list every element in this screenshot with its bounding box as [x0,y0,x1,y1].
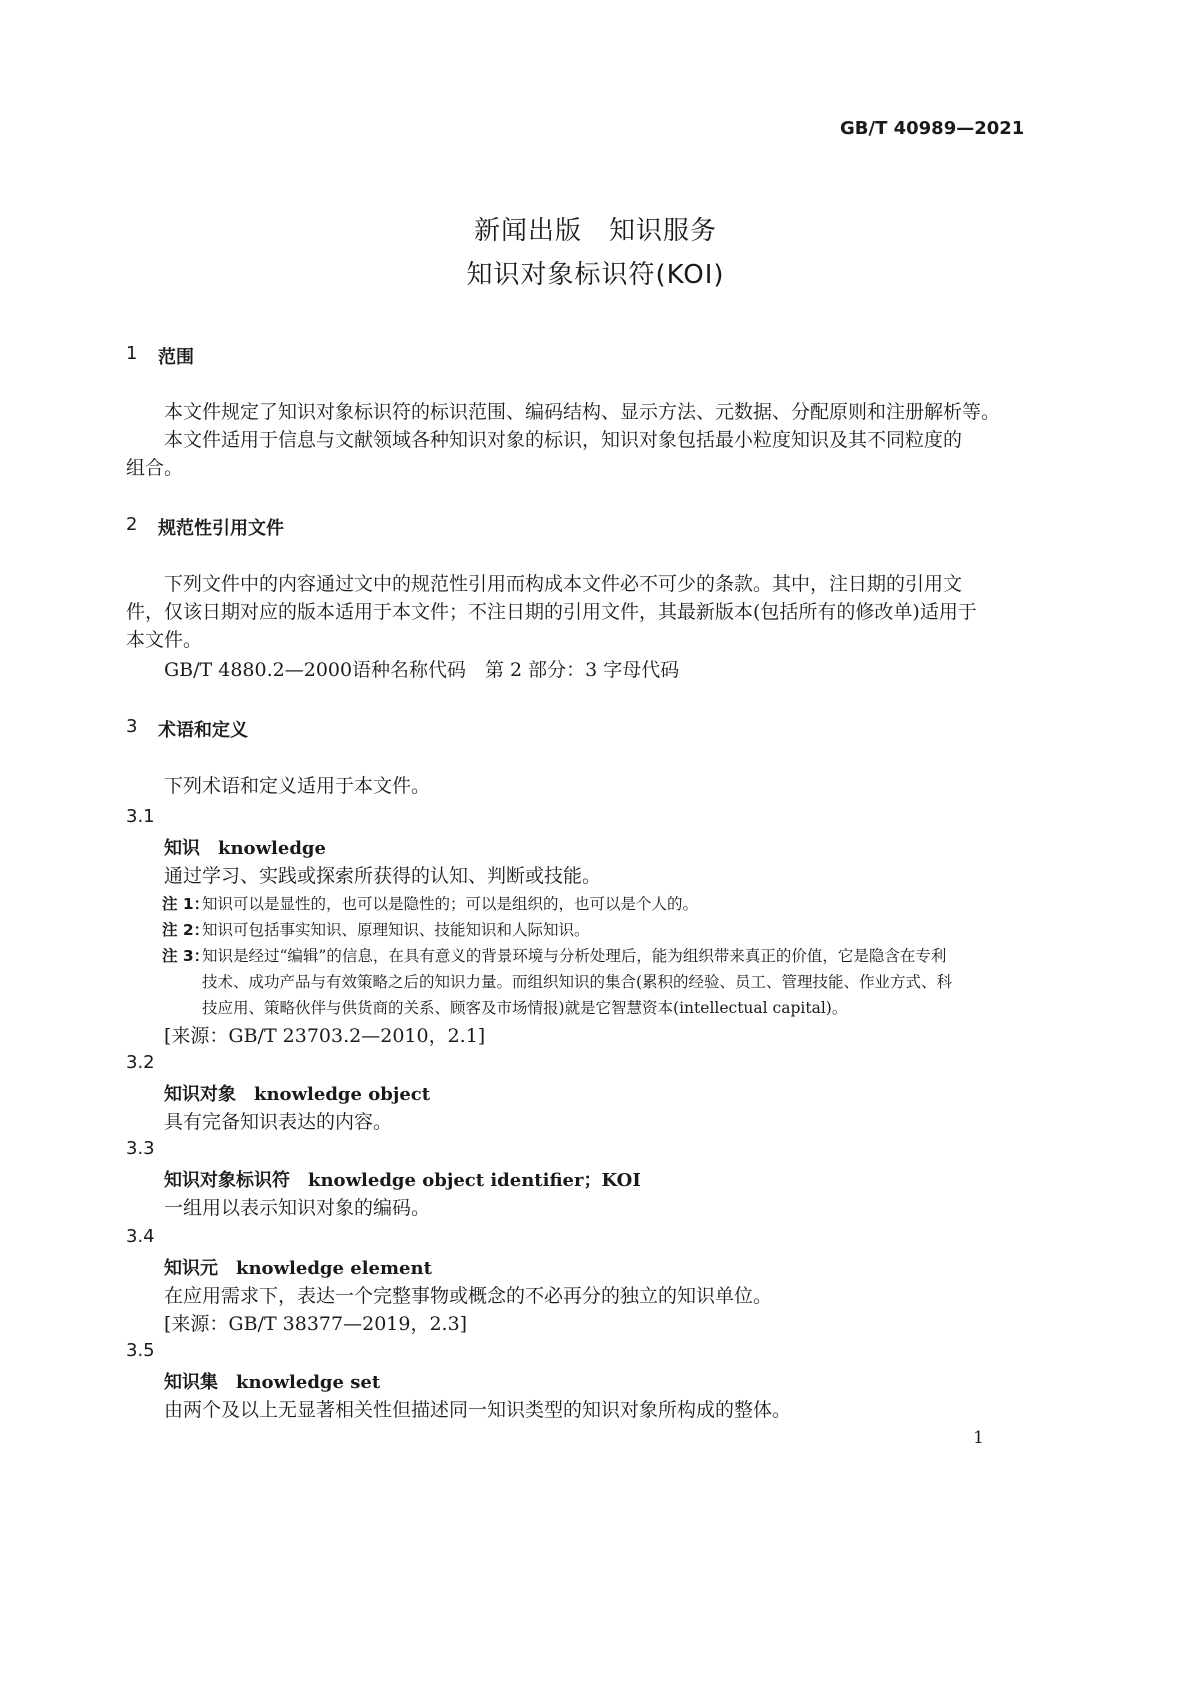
term-definition: 在应用需求下，表达一个完整事物或概念的不必再分的独立的知识单位。 [164,1285,773,1307]
section-1-paragraph-1: 本文件规定了知识对象标识符的标识范围、编码结构、显示方法、元数据、分配原则和注册解析等。 [164,401,1001,423]
term-name: 知识元 knowledge element [164,1258,432,1279]
term-definition: 一组用以表示知识对象的编码。 [164,1197,431,1219]
term-definition: 由两个及以上无显著相关性但描述同一知识类型的知识对象所构成的整体。 [164,1399,792,1421]
note-label: 注 3： [162,947,210,965]
term-number: 3.2 [126,1052,155,1073]
term-source: [来源：GB/T 23703.2—2010，2.1] [164,1025,486,1047]
term-number: 3.4 [126,1226,155,1247]
note-text-line-3: 技应用、策略伙伴与供货商的关系、顾客及市场情报)就是它智慧资本(intellectual capital)。 [202,999,848,1017]
term-source: [来源：GB/T 38377—2019，2.3] [164,1313,468,1335]
term-name: 知识集 knowledge set [164,1372,381,1393]
section-1-heading: 范围 [158,347,194,368]
term-number: 3.5 [126,1340,155,1361]
section-2-paragraph-line-2: 件，仅该日期对应的版本适用于本文件；不注日期的引用文件，其最新版本(包括所有的修改单)适用于 [126,601,977,623]
section-2-heading: 规范性引用文件 [158,518,284,539]
section-2-paragraph-line-1: 下列文件中的内容通过文中的规范性引用而构成本文件必不可少的条款。其中，注日期的引用文 [164,573,963,595]
section-1-number: 1 [126,343,138,364]
note-text-line-2: 技术、成功产品与有效策略之后的知识力量。而组织知识的集合(累积的经验、员工、管理技能、作业方式、科 [202,973,953,991]
section-3-intro: 下列术语和定义适用于本文件。 [164,775,431,797]
note-text: 知识可包括事实知识、原理知识、技能知识和人际知识。 [202,921,590,939]
section-3-heading: 术语和定义 [158,720,248,741]
section-3-number: 3 [126,716,138,737]
section-1-paragraph-2-line-1: 本文件适用于信息与文献领域各种知识对象的标识，知识对象包括最小粒度知识及其不同粒度的 [164,429,963,451]
title-line-2: 知识对象标识符(KOI) [466,260,725,290]
term-name: 知识 knowledge [164,838,326,859]
section-2-number: 2 [126,514,138,535]
term-name: 知识对象 knowledge object [164,1084,431,1105]
term-number: 3.3 [126,1138,155,1159]
section-2-paragraph-line-3: 本文件。 [126,629,203,651]
note-text-line-1: 知识是经过“编辑”的信息，在具有意义的背景环境与分析处理后，能为组织带来真正的价值，它是隐含在专利 [202,947,947,965]
title-line-1: 新闻出版 知识服务 [473,216,717,246]
note-label: 注 2： [162,921,210,939]
term-number: 3.1 [126,806,155,827]
section-1-paragraph-2-line-2: 组合。 [126,457,184,479]
note-label: 注 1： [162,895,210,913]
document-number: GB/T 40989—2021 [840,118,1025,139]
term-name: 知识对象标识符 knowledge object identifier；KOI [164,1170,641,1191]
normative-reference-code: GB/T 4880.2—2000 [164,659,353,681]
note-text: 知识可以是显性的，也可以是隐性的；可以是组织的，也可以是个人的。 [202,895,699,913]
term-definition: 具有完备知识表达的内容。 [164,1111,393,1133]
normative-reference-title: 语种名称代码 第 2 部分：3 字母代码 [352,659,680,681]
term-definition: 通过学习、实践或探索所获得的认知、判断或技能。 [164,865,602,887]
page-number: 1 [973,1428,984,1448]
